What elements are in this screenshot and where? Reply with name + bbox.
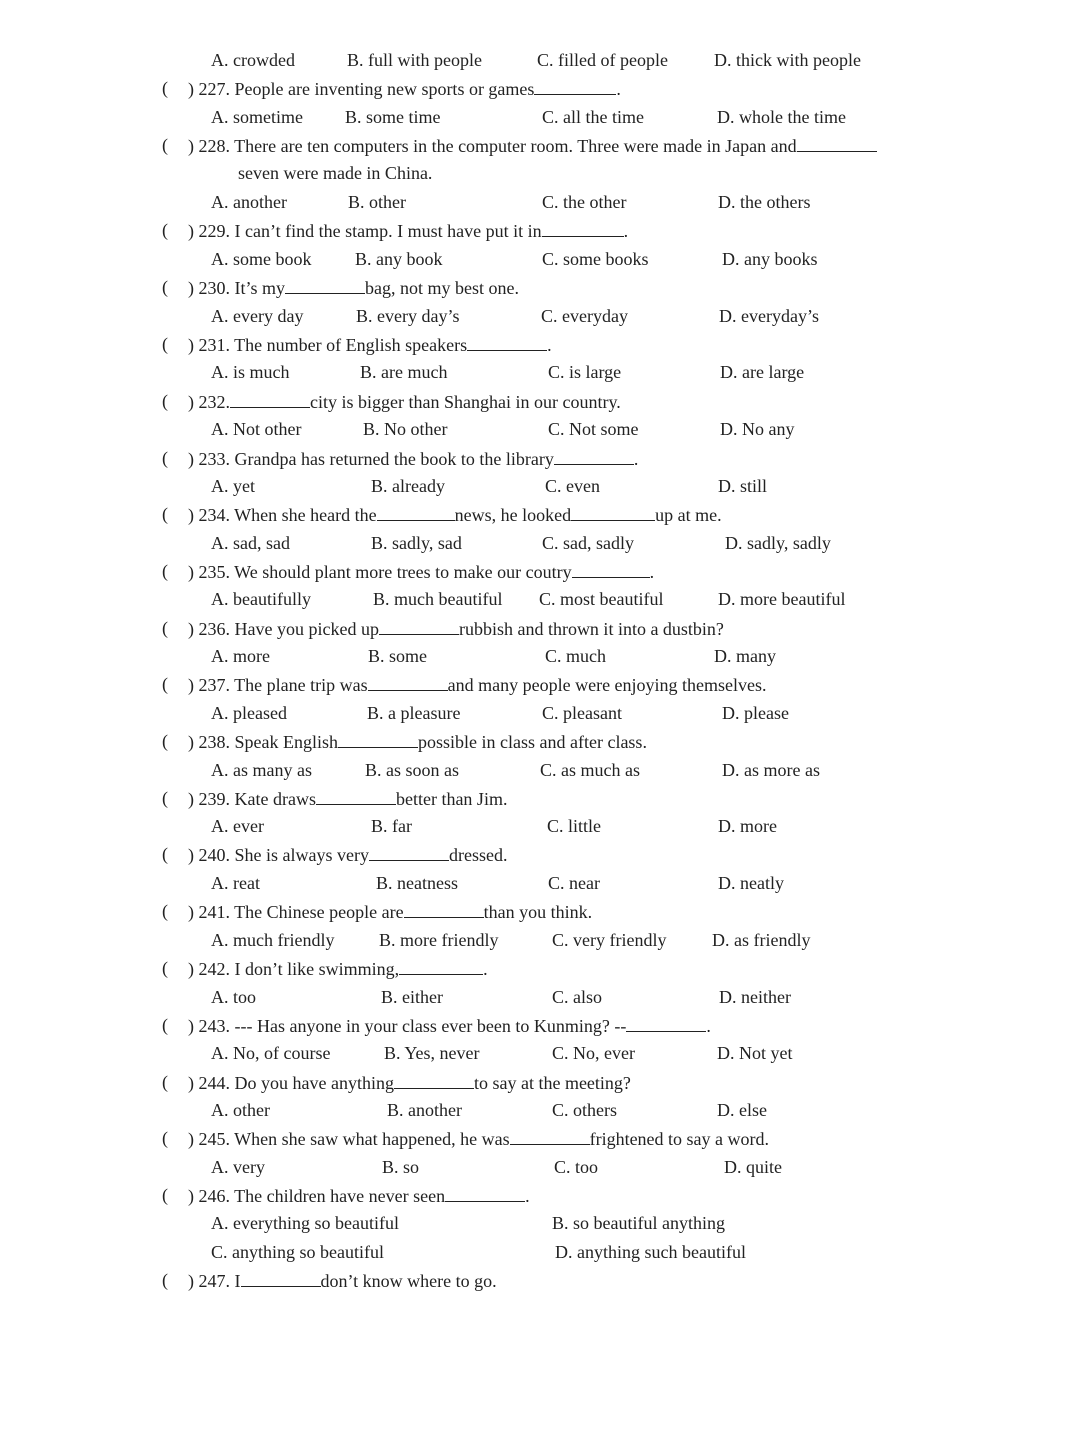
option-d[interactable]: D. No any (720, 419, 795, 439)
option-a[interactable]: A. sad, sad (211, 533, 290, 553)
option-b[interactable]: B. full with people (347, 50, 482, 70)
option-d[interactable]: D. everyday’s (719, 306, 819, 326)
answer-blank[interactable] (534, 76, 616, 95)
option-c[interactable]: C. anything so beautiful (211, 1242, 384, 1262)
option-c[interactable]: C. near (548, 873, 600, 893)
option-d[interactable]: D. any books (722, 249, 818, 269)
question-text: ) 244. Do you have anything to say at the meeting? (188, 1070, 631, 1094)
option-d[interactable]: D. anything such beautiful (555, 1242, 746, 1262)
option-c[interactable]: C. others (552, 1100, 617, 1120)
question-text: ) 243. --- Has anyone in your class ever been to Kunming? -- . (188, 1013, 711, 1037)
option-c[interactable]: C. all the time (542, 107, 644, 127)
option-d[interactable]: D. whole the time (717, 107, 846, 127)
option-d[interactable]: D. more beautiful (718, 589, 846, 609)
question-text-line2: seven were made in China. (238, 163, 433, 183)
question-text: ) 247. I don’t know where to go. (188, 1268, 497, 1292)
question-text: ) 245. When she saw what happened, he was frightened to say a word. (188, 1126, 769, 1150)
option-d[interactable]: D. sadly, sadly (725, 533, 831, 553)
question-text: ) 231. The number of English speakers . (188, 332, 552, 356)
option-c[interactable]: C. very friendly (552, 930, 667, 950)
answer-blank[interactable] (394, 1070, 474, 1089)
question-text: ) 228. There are ten computers in the computer room. Three were made in Japan and (188, 133, 877, 157)
question-text: ) 239. Kate draws better than Jim. (188, 786, 507, 810)
answer-paren[interactable]: ( (162, 1128, 168, 1148)
option-a[interactable]: A. more (211, 646, 270, 666)
option-a[interactable]: A. too (211, 987, 256, 1007)
answer-blank[interactable] (368, 672, 448, 691)
question-text: ) 238. Speak English possible in class and after class. (188, 729, 647, 753)
option-b[interactable]: B. are much (360, 362, 448, 382)
option-d[interactable]: D. neither (719, 987, 791, 1007)
answer-paren[interactable]: ( (162, 844, 168, 864)
answer-blank[interactable] (338, 729, 418, 748)
option-a[interactable]: A. other (211, 1100, 270, 1120)
question-text: ) 241. The Chinese people are than you think. (188, 899, 592, 923)
option-a[interactable]: A. much friendly (211, 930, 335, 950)
answer-blank[interactable] (404, 899, 484, 918)
answer-blank[interactable] (445, 1183, 525, 1202)
option-c[interactable]: C. the other (542, 192, 627, 212)
answer-paren[interactable]: ( (162, 220, 168, 240)
option-a[interactable]: A. very (211, 1157, 265, 1177)
option-d[interactable]: D. are large (720, 362, 805, 382)
option-a[interactable]: A. Not other (211, 419, 302, 439)
option-d[interactable]: D. more (718, 816, 777, 836)
answer-blank[interactable] (285, 275, 365, 294)
option-d[interactable]: D. thick with people (714, 50, 861, 70)
question-text: ) 234. When she heard the news, he looked up at me. (188, 502, 722, 526)
option-c[interactable]: C. is large (548, 362, 622, 382)
option-b[interactable]: B. some time (345, 107, 441, 127)
option-b[interactable]: B. a pleasure (367, 703, 461, 723)
option-a[interactable]: A. every day (211, 306, 304, 326)
answer-paren[interactable]: ( (162, 561, 168, 581)
question-text: ) 227. People are inventing new sports or games . (188, 76, 621, 100)
option-b[interactable]: B. far (371, 816, 412, 836)
question-text: ) 230. It’s my bag, not my best one. (188, 275, 519, 299)
answer-paren[interactable]: ( (162, 1015, 168, 1035)
option-c[interactable]: C. Not some (548, 419, 639, 439)
option-c[interactable]: C. even (545, 476, 600, 496)
option-b[interactable]: B. so beautiful anything (552, 1213, 725, 1233)
option-c[interactable]: C. little (547, 816, 601, 836)
option-b[interactable]: B. another (387, 1100, 462, 1120)
option-b[interactable]: B. as soon as (365, 760, 459, 780)
answer-blank[interactable] (316, 786, 396, 805)
answer-paren[interactable]: ( (162, 391, 168, 411)
option-d[interactable]: D. the others (718, 192, 811, 212)
answer-paren[interactable]: ( (162, 901, 168, 921)
answer-paren[interactable]: ( (162, 135, 168, 155)
option-a[interactable]: A. pleased (211, 703, 287, 723)
option-b[interactable]: B. either (381, 987, 443, 1007)
answer-blank[interactable] (797, 133, 877, 152)
answer-paren[interactable]: ( (162, 674, 168, 694)
question-text: ) 229. I can’t find the stamp. I must have put it in . (188, 218, 628, 242)
option-b[interactable]: B. neatness (376, 873, 458, 893)
answer-blank[interactable] (241, 1268, 321, 1287)
option-c[interactable]: C. much (545, 646, 606, 666)
option-b[interactable]: B. every day’s (356, 306, 460, 326)
answer-paren[interactable]: ( (162, 1185, 168, 1205)
answer-blank-2[interactable] (571, 502, 655, 521)
option-a[interactable]: A. is much (211, 362, 290, 382)
answer-paren[interactable]: ( (162, 731, 168, 751)
answer-blank[interactable] (572, 559, 650, 578)
answer-blank[interactable] (230, 389, 310, 408)
option-a[interactable]: A. some book (211, 249, 312, 269)
answer-paren[interactable]: ( (162, 277, 168, 297)
option-a[interactable]: A. crowded (211, 50, 295, 70)
option-a[interactable]: A. beautifully (211, 589, 311, 609)
option-a[interactable]: A. sometime (211, 107, 303, 127)
answer-blank-1[interactable] (377, 502, 455, 521)
question-text: ) 240. She is always very dressed. (188, 842, 507, 866)
option-d[interactable]: D. as friendly (712, 930, 811, 950)
answer-paren[interactable]: ( (162, 504, 168, 524)
question-text: ) 246. The children have never seen . (188, 1183, 530, 1207)
answer-paren[interactable]: ( (162, 788, 168, 808)
option-b[interactable]: B. Yes, never (384, 1043, 480, 1063)
answer-blank[interactable] (379, 616, 459, 635)
answer-blank[interactable] (510, 1126, 590, 1145)
option-d[interactable]: D. as more as (722, 760, 820, 780)
option-a[interactable]: A. yet (211, 476, 255, 496)
option-c[interactable]: C. everyday (541, 306, 628, 326)
option-b[interactable]: B. already (371, 476, 445, 496)
answer-blank[interactable] (399, 956, 483, 975)
question-text: ) 242. I don’t like swimming, . (188, 956, 488, 980)
answer-paren[interactable]: ( (162, 958, 168, 978)
option-b[interactable]: B. any book (355, 249, 443, 269)
option-d[interactable]: D. many (714, 646, 776, 666)
option-c[interactable]: C. filled of people (537, 50, 668, 70)
option-b[interactable]: B. more friendly (379, 930, 499, 950)
answer-paren[interactable]: ( (162, 334, 168, 354)
answer-paren[interactable]: ( (162, 1072, 168, 1092)
option-d[interactable]: D. quite (724, 1157, 782, 1177)
answer-blank[interactable] (626, 1013, 706, 1032)
option-b[interactable]: B. some (368, 646, 428, 666)
option-a[interactable]: A. ever (211, 816, 264, 836)
option-b[interactable]: B. other (348, 192, 406, 212)
answer-blank[interactable] (467, 332, 547, 351)
option-c[interactable]: C. too (554, 1157, 599, 1177)
option-a[interactable]: A. everything so beautiful (211, 1213, 399, 1233)
answer-paren[interactable]: ( (162, 1270, 168, 1290)
option-d[interactable]: D. please (722, 703, 789, 723)
option-a[interactable]: A. No, of course (211, 1043, 331, 1063)
question-text: ) 235. We should plant more trees to make our coutry . (188, 559, 654, 583)
option-a[interactable]: A. reat (211, 873, 260, 893)
answer-paren[interactable]: ( (162, 448, 168, 468)
option-d[interactable]: D. still (718, 476, 768, 496)
answer-blank[interactable] (554, 446, 634, 465)
option-c[interactable]: C. No, ever (552, 1043, 635, 1063)
question-text: ) 237. The plane trip was and many people were enjoying themselves. (188, 672, 767, 696)
question-text: ) 236. Have you picked up rubbish and thrown it into a dustbin? (188, 616, 724, 640)
option-a[interactable]: A. as many as (211, 760, 312, 780)
option-c[interactable]: C. some books (542, 249, 649, 269)
answer-paren[interactable]: ( (162, 618, 168, 638)
option-d[interactable]: D. else (717, 1100, 767, 1120)
question-text: ) 232. city is bigger than Shanghai in our country. (188, 389, 621, 413)
option-d[interactable]: D. Not yet (717, 1043, 793, 1063)
option-b[interactable]: B. No other (363, 419, 448, 439)
option-c[interactable]: C. sad, sadly (542, 533, 634, 553)
option-a[interactable]: A. another (211, 192, 287, 212)
answer-paren[interactable]: ( (162, 78, 168, 98)
answer-blank[interactable] (369, 842, 449, 861)
option-c[interactable]: C. pleasant (542, 703, 622, 723)
option-c[interactable]: C. as much as (540, 760, 640, 780)
answer-blank[interactable] (542, 218, 624, 237)
option-d[interactable]: D. neatly (718, 873, 784, 893)
option-b[interactable]: B. so (382, 1157, 420, 1177)
option-c[interactable]: C. most beautiful (539, 589, 664, 609)
question-text: ) 233. Grandpa has returned the book to the library . (188, 446, 638, 470)
option-b[interactable]: B. sadly, sad (371, 533, 462, 553)
option-c[interactable]: C. also (552, 987, 603, 1007)
option-b[interactable]: B. much beautiful (373, 589, 503, 609)
